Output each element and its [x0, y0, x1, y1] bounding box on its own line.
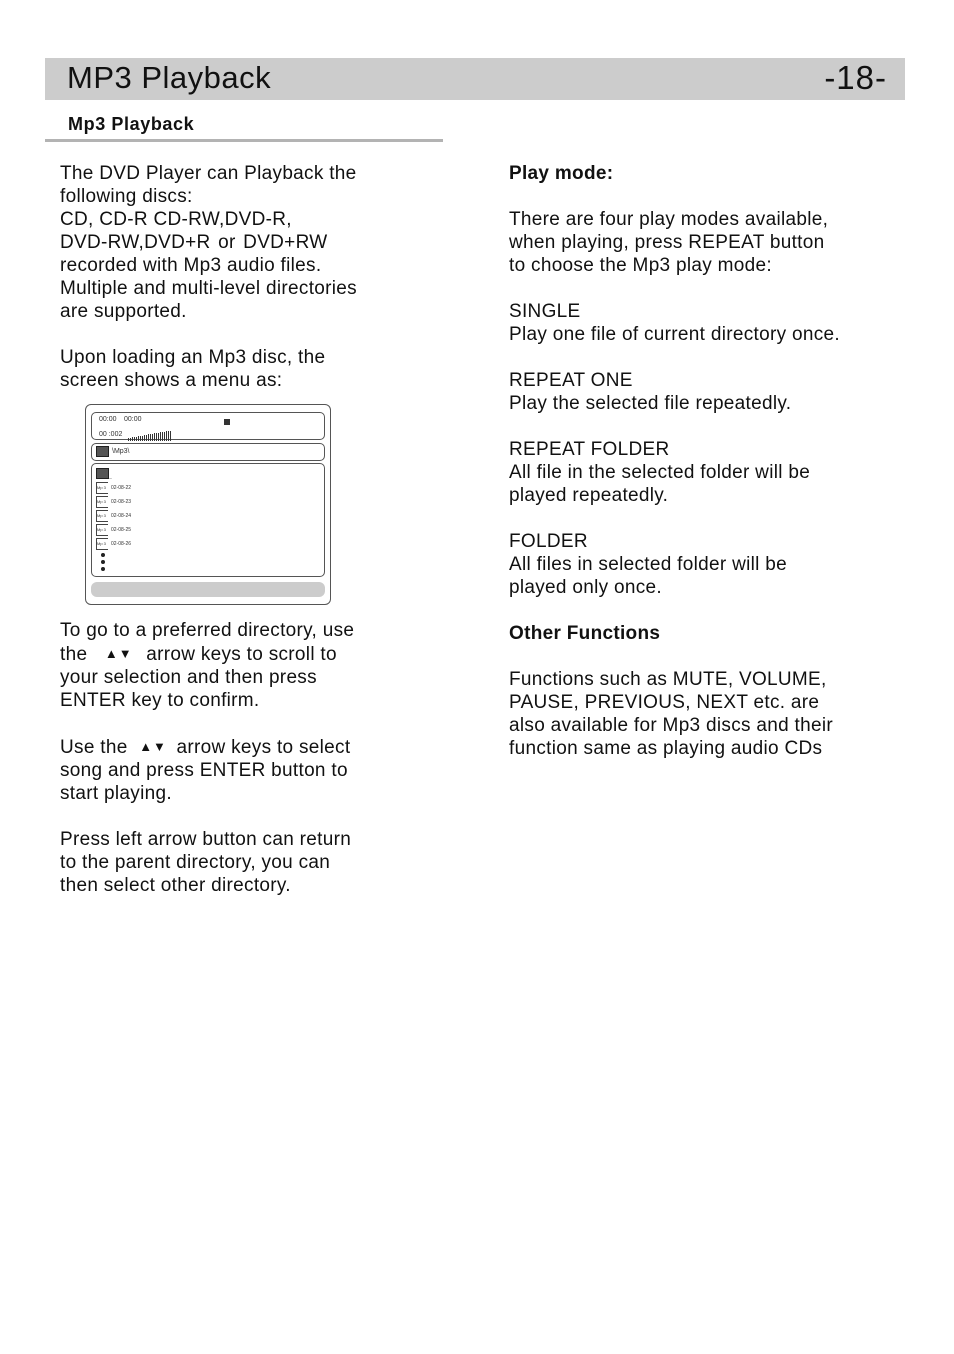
mode-description: played only once. [509, 577, 662, 598]
file-name: 02-08-24 [111, 513, 132, 519]
text-line: song and press ENTER button to [60, 760, 348, 781]
text-line: ENTER key to confirm. [60, 690, 260, 711]
text-line: There are four play modes available, [509, 209, 829, 230]
text-line: your selection and then press [60, 667, 317, 688]
text-line: are supported. [60, 301, 187, 322]
file-tag: Mp 3 [97, 527, 106, 532]
other-functions-heading: Other Functions [509, 623, 661, 644]
mode-name: REPEAT ONE [509, 370, 633, 391]
file-name: 02-08-25 [111, 527, 132, 533]
text-line: to the parent directory, you can [60, 852, 331, 873]
file-list-box [91, 463, 325, 577]
text-line: Multiple and multi-level directories [60, 278, 357, 299]
mode-repeat-folder [509, 438, 904, 507]
time-display-box [91, 412, 325, 440]
mode-description: played repeatedly. [509, 485, 669, 506]
mode-repeat-one [509, 369, 904, 415]
status-bar [91, 582, 325, 597]
file-name: 02-08-26 [111, 541, 132, 547]
parent-folder-label: .. [108, 474, 112, 481]
text-line: start playing. [60, 783, 172, 804]
select-song-paragraph [60, 735, 420, 805]
navigate-paragraph [60, 619, 420, 712]
mode-name: SINGLE [509, 301, 581, 322]
intro-paragraph [60, 162, 420, 323]
other-functions-paragraph [509, 668, 904, 760]
file-tag: Mp 3 [97, 499, 106, 504]
text-line: The DVD Player can Playback the [60, 163, 357, 184]
play-mode-intro [509, 208, 904, 277]
loading-paragraph [60, 346, 420, 392]
text-line: Functions such as MUTE, VOLUME, [509, 669, 827, 690]
text-line: when playing, press REPEAT button [509, 232, 825, 253]
more-dot-icon [101, 553, 105, 557]
text-line: function same as playing audio CDs [509, 738, 823, 759]
mode-description: Play one file of current directory once. [509, 324, 840, 345]
text-line: recorded with Mp3 audio files. [60, 255, 322, 276]
file-tag: Mp 3 [97, 485, 106, 490]
current-path: \Mp3\ [112, 448, 130, 455]
section-divider [45, 139, 443, 142]
text-line: Press left arrow button can return [60, 829, 352, 850]
file-tag: Mp 3 [97, 541, 106, 546]
text-line: PAUSE, PREVIOUS, NEXT etc. are [509, 692, 820, 713]
text-line: following discs: [60, 186, 193, 207]
right-column [509, 162, 904, 760]
more-dot-icon [101, 560, 105, 564]
mode-single [509, 300, 904, 346]
left-column-intro [60, 162, 420, 392]
mode-folder [509, 530, 904, 599]
file-tag: Mp 3 [97, 513, 106, 518]
track-number: 00 :002 [99, 431, 123, 438]
left-column-navigation [60, 619, 420, 897]
stop-icon [224, 419, 230, 425]
play-mode-heading: Play mode: [509, 163, 614, 184]
page-header [45, 58, 905, 100]
text-line: to choose the Mp3 play mode: [509, 255, 772, 276]
text-line: the ▲▼ arrow keys to scroll to [60, 644, 337, 665]
mode-description: Play the selected file repeatedly. [509, 393, 792, 414]
up-down-arrow-icon: ▲▼ [104, 646, 133, 661]
text-line: CD, CD-R CD-RW,DVD-R, [60, 209, 292, 230]
text-line: DVD-RW,DVD+R or DVD+RW [60, 232, 328, 253]
elapsed-time: 00:00 [99, 416, 117, 423]
path-box [91, 443, 325, 461]
text-line: screen shows a menu as: [60, 370, 283, 391]
text-line: To go to a preferred directory, use [60, 620, 355, 641]
up-down-arrow-icon: ▲▼ [139, 739, 167, 754]
mode-name: FOLDER [509, 531, 588, 552]
level-meter-icon [128, 431, 171, 441]
file-name: 02-08-22 [111, 485, 132, 491]
section-title: Mp3 Playback [68, 114, 195, 134]
text-line: also available for Mp3 discs and their [509, 715, 834, 736]
file-name: 02-08-23 [111, 499, 132, 505]
mode-name: REPEAT FOLDER [509, 439, 670, 460]
total-time: 00:00 [124, 416, 142, 423]
page-title: MP3 Playback [67, 60, 272, 95]
mp3-menu-illustration [85, 404, 331, 605]
folder-icon [96, 446, 109, 457]
more-dot-icon [101, 567, 105, 571]
text-line: Upon loading an Mp3 disc, the [60, 347, 326, 368]
text-line: Use the ▲▼ arrow keys to select [60, 737, 351, 758]
mode-description: All file in the selected folder will be [509, 462, 811, 483]
text-line: then select other directory. [60, 875, 291, 896]
return-paragraph [60, 828, 420, 897]
page-number: -18- [824, 59, 887, 96]
mode-description: All files in selected folder will be [509, 554, 787, 575]
